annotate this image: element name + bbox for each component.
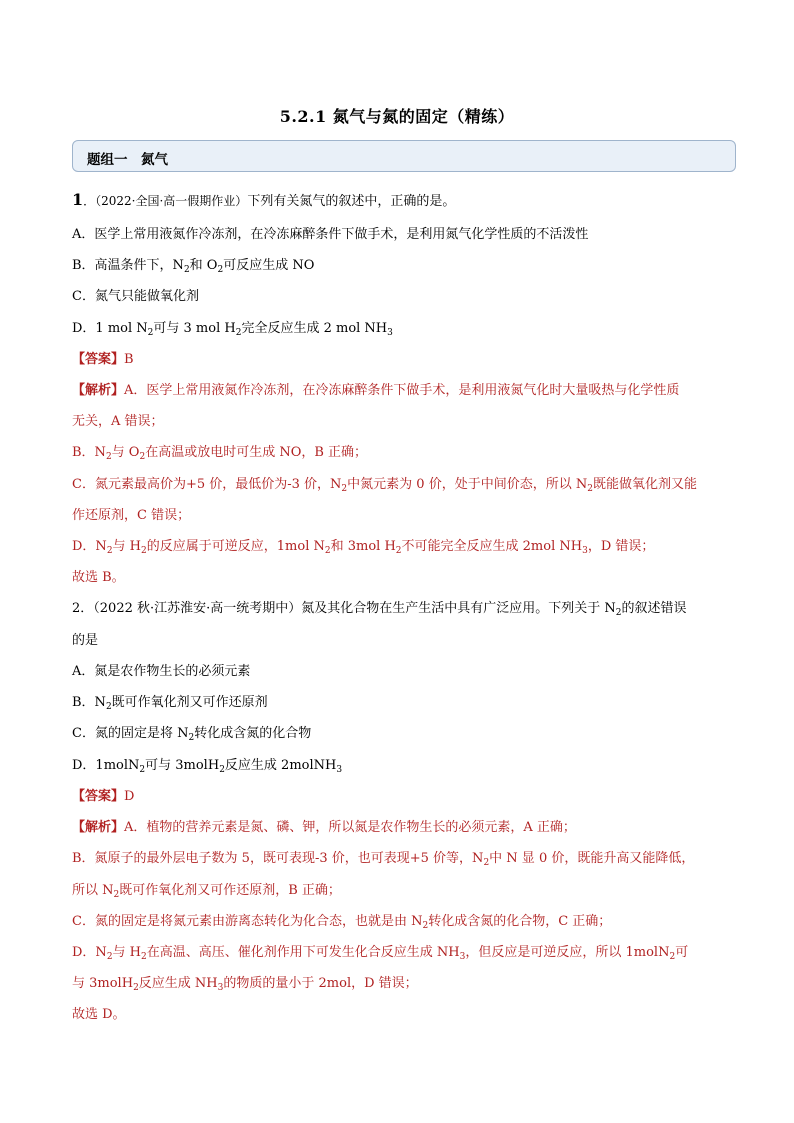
q1-analysis-end: 故选 B。 bbox=[72, 570, 125, 585]
q2-option-d: D．1molN$_2$可与 3molH$_2$反应生成 2molNH$_3$ bbox=[72, 758, 343, 775]
q1-answer bbox=[72, 351, 134, 369]
q2-analysis-tag: 【解析】 bbox=[72, 820, 125, 835]
section-header-label: 题组一 氮气 bbox=[87, 152, 168, 168]
q2-analysis-d1: D．$N_2$与 $H_2$在高温、高压、催化剂作用下可发生化合反应生成 $NH_3$，但反应是可逆反应，所以 1molN$_2$可 bbox=[72, 945, 689, 962]
q1-source: ．（2022·全国·高一假期作业） bbox=[83, 194, 248, 208]
q2-analysis-a: 【解析】A．植物的营养元素是氮、磷、钾，所以氮是农作物生长的必须元素，A 正确； bbox=[72, 820, 576, 835]
section-header bbox=[72, 140, 736, 172]
q1-analysis-c2: 作还原剂，C 错误； bbox=[72, 508, 191, 523]
q2-option-b: B．$N_2$既可作氧化剂又可作还原剂 bbox=[72, 695, 268, 712]
q2-answer-tag: 【答案】 bbox=[72, 789, 125, 804]
q1-number: 1 bbox=[72, 190, 84, 209]
q2-answer bbox=[72, 788, 134, 806]
q1-analysis-d: D．$N_2$与 $H_2$的反应属于可逆反应，1mol $N_2$和 3mol $H_2$不可能完全反应生成 2mol $NH_3$，D 错误； bbox=[72, 539, 655, 556]
q1-option-c: C．氮气只能做氧化剂 bbox=[72, 289, 199, 304]
q2-analysis-end: 故选 D。 bbox=[72, 1007, 126, 1022]
q2-answer-value: D bbox=[124, 789, 135, 804]
q1-answer-value: B bbox=[124, 352, 134, 367]
q1-answer-tag: 【答案】 bbox=[72, 352, 125, 367]
q1-analysis-a2: 无关，A 错误； bbox=[72, 414, 164, 429]
q2-option-a: A．氮是农作物生长的必须元素 bbox=[72, 664, 251, 679]
q1-option-d: D．1 mol $N_2$可与 3 mol $H_2$完全反应生成 2 mol $NH_3$ bbox=[72, 321, 393, 338]
q1-stem bbox=[72, 191, 455, 211]
q2-stem-line2: 的是 bbox=[72, 633, 99, 648]
q1-analysis-tag: 【解析】 bbox=[72, 383, 125, 398]
q2-stem-line1: 2．（2022 秋·江苏淮安·高一统考期中）氮及其化合物在生产生活中具有广泛应用。下列关于 $N_2$的叙述错误 bbox=[72, 601, 687, 618]
q2-analysis-c: C．氮的固定是将氮元素由游离态转化为化合态，也就是由 $N_2$转化成含氮的化合物，C 正确； bbox=[72, 914, 612, 931]
q2-analysis-b2: 所以 $N_2$既可作氧化剂又可作还原剂，B 正确； bbox=[72, 883, 341, 900]
q2-option-c: C．氮的固定是将 $N_2$转化成含氮的化合物 bbox=[72, 726, 312, 743]
q1-analysis-a1: 【解析】A．医学上常用液氮作冷冻剂，在冷冻麻醉条件下做手术，是利用液氮气化时大量吸热与化学性质 bbox=[72, 383, 680, 398]
page-title: 5.2.1 氮气与氮的固定（精练） bbox=[279, 107, 515, 126]
q1-analysis-b: B．$N_2$与 $O_2$在高温或放电时可生成 NO，B 正确； bbox=[72, 445, 368, 462]
q1-stem-text: 下列有关氮气的叙述中，正确的是。 bbox=[247, 194, 456, 209]
q2-analysis-b1: B．氮原子的最外层电子数为 5，既可表现-3 价，也可表现+5 价等，$N_2$中 N 显 0 价，既能升高又能降低， bbox=[72, 851, 695, 868]
q2-analysis-d2: 与 3molH$_2$反应生成 $NH_3$的物质的量小于 2mol，D 错误； bbox=[72, 976, 418, 993]
q1-analysis-c1: C．氮元素最高价为+5 价，最低价为-3 价，$N_2$中氮元素为 0 价，处于中间价态，所以 $N_2$既能做氧化剂又能 bbox=[72, 477, 697, 494]
q1-option-b: B．高温条件下，$N_2$和 $O_2$可反应生成 NO bbox=[72, 258, 315, 275]
q1-option-a: A．医学上常用液氮作冷冻剂，在冷冻麻醉条件下做手术，是利用氮气化学性质的不活泼性 bbox=[72, 227, 589, 242]
